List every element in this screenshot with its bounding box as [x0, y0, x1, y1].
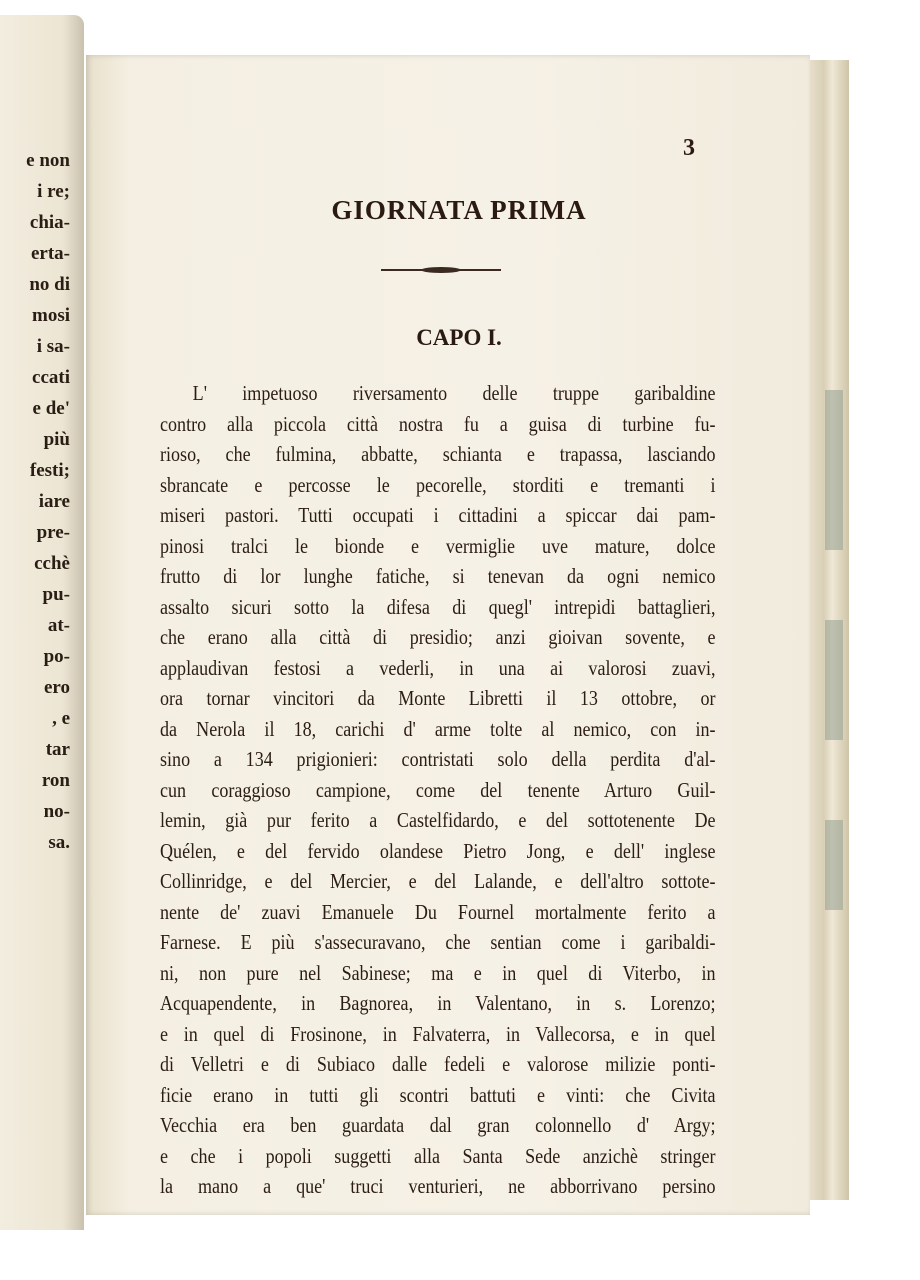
- left-text-line: pu-: [42, 584, 70, 605]
- page-edges: [806, 60, 849, 1200]
- left-text-line: , e: [52, 708, 70, 729]
- text-line: sbrancate e percosse le pecorelle, storditi e tremanti i: [160, 472, 716, 497]
- text-line: Acquapendente, in Bagnorea, in Valentano, in s. Lorenzo;: [160, 991, 716, 1015]
- right-page: [86, 55, 810, 1215]
- text-line: lemin, già pur ferito a Castelfidardo, e del sottotenente De: [160, 808, 716, 832]
- text-line: applaudivan festosi a vederli, in una ai valorosi zuavi,: [160, 655, 716, 680]
- page-title: GIORNATA PRIMA: [331, 195, 587, 225]
- text-line: pinosi tralci le bionde e vermiglie uve mature, dolce: [160, 533, 716, 558]
- left-text-line: po-: [43, 646, 70, 667]
- text-line: che erano alla città di presidio; anzi gioivan sovente, e: [160, 625, 716, 649]
- left-text-line: i re;: [37, 181, 70, 202]
- left-text-line: iare: [38, 491, 70, 512]
- text-line: la mano a que' truci venturieri, ne abborrivano persino: [160, 1174, 716, 1198]
- text-line: assalto sicuri sotto la difesa di quegl' intrepidi battaglieri,: [160, 594, 716, 619]
- text-line: L' impetuoso riversamento delle truppe garibaldine: [192, 381, 716, 405]
- text-line: rioso, che fulmina, abbatte, schianta e trapassa, lasciando: [160, 442, 716, 466]
- text-line: cun coraggioso campione, come del tenente Arturo Guil-: [160, 777, 716, 802]
- left-page: [0, 15, 84, 1230]
- text-line: miseri pastori. Tutti occupati i cittadini a spiccar dai pam-: [160, 503, 716, 527]
- text-line: ficie erano in tutti gli scontri battuti e vinti: che Civita: [160, 1082, 716, 1107]
- text-line: Farnese. E più s'assecuravano, che sentian come i garibaldi-: [160, 930, 716, 954]
- text-line: frutto di lor lunghe fatiche, si tenevan da ogni nemico: [160, 564, 716, 588]
- left-text-line: erta-: [30, 243, 70, 264]
- left-text-line: pre-: [36, 522, 70, 543]
- left-text-line: ccati: [32, 367, 70, 388]
- left-text-line: i sa-: [36, 336, 70, 357]
- text-line: ni, non pure nel Sabinese; ma e in quel di Viterbo, in: [160, 960, 716, 985]
- left-text-line: ero: [43, 677, 70, 698]
- left-text-line: no-: [43, 801, 70, 822]
- left-text-line: festi;: [29, 460, 70, 481]
- left-text-line: at-: [47, 615, 70, 636]
- page-number: 3: [683, 135, 695, 161]
- left-text-line: tar: [45, 739, 70, 760]
- text-line: contro alla piccola città nostra fu a guisa di turbine fu-: [160, 411, 716, 436]
- left-text-line: e non: [26, 150, 70, 171]
- text-line: ora tornar vincitori da Monte Libretti il 13 ottobre, or: [160, 686, 716, 710]
- chapter-heading: CAPO I.: [416, 325, 502, 350]
- left-text-line: e de': [32, 398, 70, 419]
- left-text-line: più: [43, 429, 70, 450]
- text-line: di Velletri e di Subiaco dalle fedeli e valorose milizie ponti-: [160, 1052, 716, 1076]
- left-page-text: [26, 145, 70, 858]
- text-line: sino a 134 prigionieri: contristati solo della perdita d'al-: [160, 747, 716, 771]
- text-line: nente de' zuavi Emanuele Du Fournel mortalmente ferito a: [160, 899, 716, 924]
- text-line: e in quel di Frosinone, in Falvaterra, in Vallecorsa, e in quel: [160, 1021, 716, 1046]
- body-text: [160, 378, 716, 1202]
- ornamental-rule: [381, 269, 501, 271]
- left-text-line: sa.: [48, 832, 70, 853]
- left-text-line: no di: [29, 274, 70, 295]
- text-line: da Nerola il 18, carichi d' arme tolte al nemico, con in-: [160, 716, 716, 741]
- text-line: e che i popoli suggetti alla Santa Sede anzichè stringer: [160, 1143, 716, 1168]
- text-line: Quélen, e del fervido olandese Pietro Jong, e dell' inglese: [160, 838, 716, 863]
- text-line: Vecchia era ben guardata dal gran colonnello d' Argy;: [160, 1113, 716, 1137]
- left-text-line: mosi: [32, 305, 70, 326]
- left-text-line: ron: [41, 770, 70, 791]
- left-text-line: chia-: [29, 212, 70, 233]
- text-line: Collinridge, e del Mercier, e del Lalande, e dell'altro sottote-: [160, 869, 716, 893]
- left-text-line: cchè: [34, 553, 70, 574]
